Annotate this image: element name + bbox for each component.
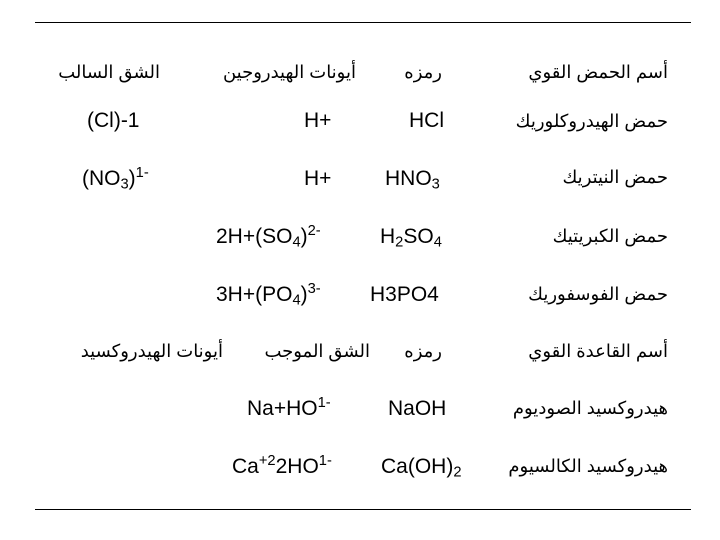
base-ion-calcium	[232, 452, 332, 478]
acid-ion-hno3: H+	[304, 167, 332, 190]
acid-anion-chloride: (Cl)-1	[87, 109, 140, 132]
acid-name-hydrochloric: حمض الهيدروكلوريك	[515, 111, 668, 131]
h2so4-so: SO	[403, 225, 434, 248]
hydroxide-count: 2HO	[275, 455, 319, 478]
acid-ion-phosphate	[216, 280, 321, 309]
acid-ion-hcl: H+	[304, 109, 332, 132]
nitrate-main: (NO	[82, 167, 121, 190]
acids-header-symbol: رمزه	[404, 62, 442, 82]
caoh2-main: Ca(OH)	[381, 455, 454, 478]
acid-anion-nitrate	[82, 164, 149, 193]
acids-header-negative-part: الشق السالب	[58, 62, 160, 82]
bases-header-hydroxide-ions: أيونات الهيدروكسيد	[80, 341, 223, 361]
nitrate-subscript: 3	[120, 176, 129, 193]
top-rule	[35, 22, 691, 23]
acid-ion-sulfate	[216, 222, 321, 251]
bases-header-positive-part: الشق الموجب	[264, 341, 370, 361]
caoh2-subscript: 2	[453, 464, 462, 481]
sodium-ion-main: Na+HO	[247, 397, 318, 420]
h2so4-h: H	[380, 225, 396, 248]
hydroxide-charge: 1-	[318, 452, 332, 469]
base-name-sodium-hydroxide: هيدروكسيد الصوديوم	[512, 398, 668, 418]
acid-name-phosphoric: حمض الفوسفوريك	[528, 284, 668, 304]
base-name-calcium-hydroxide: هيدروكسيد الكالسيوم	[508, 456, 668, 476]
acids-header-hydrogen-ions: أيونات الهيدروجين	[222, 62, 356, 82]
sodium-ion-charge: 1-	[317, 394, 331, 411]
base-ion-sodium	[247, 394, 331, 420]
nitrate-close: )	[128, 167, 136, 190]
phosphate-subscript: 4	[292, 292, 301, 309]
acid-symbol-hno3	[385, 167, 440, 193]
base-symbol-naoh: NaOH	[388, 397, 447, 420]
nitrate-charge: 1-	[135, 164, 149, 181]
phosphate-main: 3H+(PO	[216, 283, 293, 306]
h2so4-sub2: 4	[433, 234, 442, 251]
sulfate-main: 2H+(SO	[216, 225, 293, 248]
acid-symbol-h3po4: H3PO4	[370, 283, 439, 306]
acid-symbol-hcl: HCl	[409, 109, 444, 132]
h2so4-sub1: 2	[395, 234, 404, 251]
hno3-subscript: 3	[431, 176, 440, 193]
sulfate-charge: 2-	[307, 222, 321, 239]
acids-header-name: أسم الحمض القوي	[528, 62, 668, 82]
sulfate-subscript: 4	[292, 234, 301, 251]
phosphate-charge: 3-	[307, 280, 321, 297]
base-symbol-caoh2	[381, 455, 462, 481]
calcium-ion-charge: +2	[258, 452, 276, 469]
bases-header-symbol: رمزه	[404, 341, 442, 361]
phosphate-close: )	[300, 283, 308, 306]
acid-name-nitric: حمض النيتريك	[562, 167, 668, 187]
acid-symbol-h2so4	[380, 225, 442, 251]
bases-header-name: أسم القاعدة القوي	[528, 341, 668, 361]
sulfate-close: )	[300, 225, 308, 248]
hno3-main: HNO	[385, 167, 432, 190]
bottom-rule	[35, 509, 691, 510]
acid-name-sulfuric: حمض الكبريتيك	[552, 226, 668, 246]
calcium-ion-main: Ca	[232, 455, 259, 478]
